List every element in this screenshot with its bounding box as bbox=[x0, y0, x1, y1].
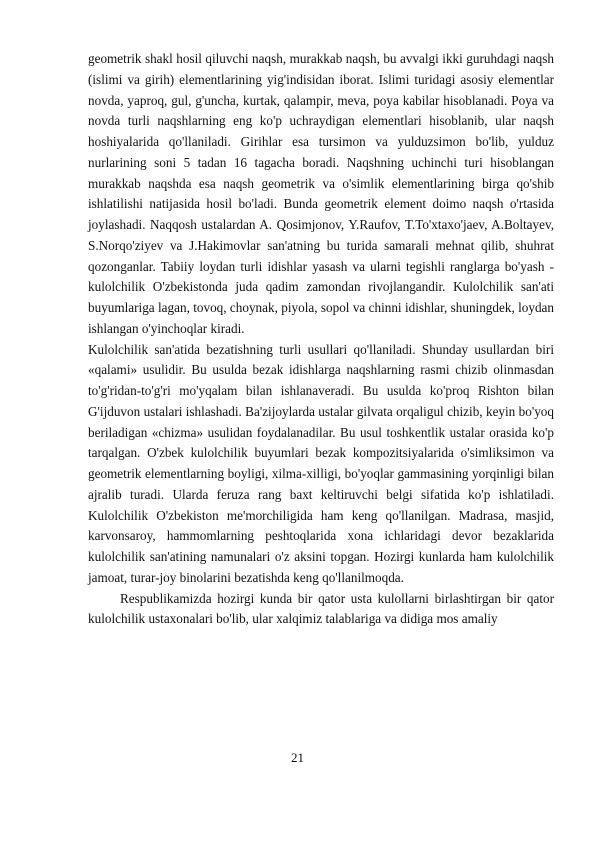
paragraph-kulolchilik-bezatish: Kulolchilik san'atida bezatishning turli usullari qo'llaniladi. Shunday usullardan biri «qalami» usulidir. Bu usulda bezak idishlarga naqshlarning rasmi chizib olinmasdan to'g'ridan-to'g'ri mo'yqalam bilan ishlanaveradi. Bu usulda ko'proq Rishton bilan G'ijduvon ustalari ishlashadi. Ba'zijoylarda ustalar gilvata orqaligul chizib, keyin bo'yoq beriladigan «chizma» usulidan foydalanadilar. Bu usul toshkentlik ustalar orasida ko'p tarqalgan. O'zbek kulolchilik buyumlari bezak kompozitsiyalarida o'simliksimon va geometrik elementlarning boyligi, xilma-xilligi, bo'yoqlar gammasining yorqinligi bilan ajralib turadi. Ularda feruza rang baxt keltiruvchi belgi sifatida ko'p ishlatiladi. Kulolchilik O'zbekiston me'morchiligida ham keng qo'llanilgan. Madrasa, masjid, karvonsaroy, hammomlarning peshtoqlarida xona ichlaridagi devor bezaklarida kulolchilik san'atining namunalari o'z aksini topgan. Hozirgi kunlarda ham kulolchilik jamoat, turar-joy binolarini bezatishda keng qo'llanilmoqda. bbox=[88, 341, 554, 585]
document-page bbox=[88, 49, 554, 630]
page-number: 21 bbox=[291, 750, 304, 765]
paragraph-naqsh-kulolchilik: geometrik shakl hosil qiluvchi naqsh, murakkab naqsh, bu avvalgi ikki guruhdagi naqsh (islimi va girih) elementlarining yig'indisidan iborat. Islimi turidagi asosiy elementlar novda, yaproq, gul, g'uncha, kurtak, qalampir, meva, poya kabilar hisoblanadi. Poya va novda turli naqshlarning eng ko'p uchraydigan elementlari hisoblanib, ular naqsh hoshiyalarida qo'llaniladi. Girihlar esa tursimon va yulduzsimon bo'lib, yulduz nurlarining soni 5 tadan 16 tagacha boradi. Naqshning uchinchi turi hisoblangan murakkab naqshda esa naqsh geometrik va o'simlik elementlarining birga qo'shib ishlatilishi natijasida hosil bo'ladi. Bunda geometrik element doimo naqsh o'rtasida joylashadi. Naqqosh ustalardan A. Qosimjonov, Y.Raufov, T.To'xtaxo'jaev, A.Boltayev, S.Norqo'ziyev va J.Hakimovlar san'atning bu turida samarali mehnat qilib, shuhrat qozonganlar. Tabiiy loydan turli idishlar yasash va ularni tegishli ranglarga bo'yash - kulolchilik O'zbekistonda juda qadim zamondan rivojlangandir. Kulolchilik san'ati buyumlariga lagan, tovoq, choynak, piyola, sopol va chinni idishlar, shuningdek, loydan ishlangan o'yinchoqlar kiradi. bbox=[88, 51, 554, 336]
paragraph-respublika-ustaxonalar: Respublikamizda hozirgi kunda bir qator usta kulollarni birlashtirgan bir qator kulolchilik ustaxonalari bo'lib, ular xalqimiz talablariga va didiga mos amaliy bbox=[88, 590, 554, 627]
